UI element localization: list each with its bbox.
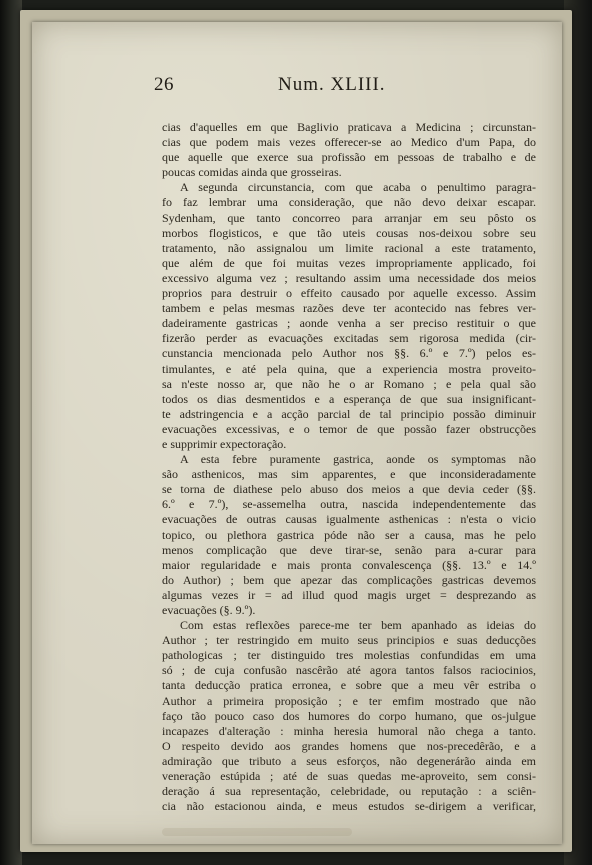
running-head: Num. XLIII.: [278, 74, 386, 95]
page-number: 26: [154, 74, 174, 95]
text-line: fizerão perder as evacuações excitadas sem rigorosa medida (cir-: [162, 331, 536, 346]
text-line: evacuações excessivas, e o temor de que possão fazer obstrucções: [162, 421, 536, 436]
text-line: poucas comidas ainda que grosseiras.: [162, 165, 342, 180]
text-line: Com estas reflexões parece-me ter bem apanhado as ideias do: [180, 618, 536, 633]
text-line: te adstringencia e a acção parcial de tal principio possão diminuir: [162, 406, 536, 421]
text-line: se torna de diathese pelo abuso dos meios a que devia ceder (§§.: [162, 482, 536, 497]
text-line: cias d'aquelles em que Baglivio praticava a Medicina ; circunstan-: [162, 120, 536, 134]
text-line: que além de que foi muitas vezes impropriamente applicado, foi: [162, 255, 536, 270]
text-line: tambem e pelas mesmas razões deve ter acontecido nas febres ver-: [162, 301, 536, 316]
text-line: evacuações de outras causas igualmente asthenicas : n'esta o vicio: [162, 512, 536, 527]
text-line: Author a primeira proposição ; e ter emfim mostrado que não: [162, 693, 536, 708]
page-header: [128, 68, 528, 98]
text-line: A segunda circunstancia, com que acaba o penultimo paragra-: [180, 180, 536, 195]
text-line: sa n'este nosso ar, que não he o ar Romano ; e pela qual são: [162, 376, 536, 391]
text-line: 6.º e 7.º), se-assemelha outra, nascida independentemente das: [162, 497, 536, 512]
text-line: fo faz lembrar uma consideração, que não devo deixar escapar.: [162, 195, 536, 210]
text-line: evacuações (§. 9.º).: [162, 603, 256, 617]
text-line: cia não estacionou ainda, e meus estudos se-dirigem a verificar,: [162, 799, 536, 814]
text-line: que aquelle que exerce sua profissão em pessoas de trabalho e de: [162, 150, 536, 165]
text-line: A esta febre puramente gastrica, aonde os symptomas não: [180, 452, 536, 467]
text-line: do Author) ; bem que apezar das complicações gastricas devemos: [162, 572, 536, 587]
text-line: dadeiramente gastricas ; aonde venha a ser preciso restituir o que: [162, 316, 536, 331]
text-line: tratamento, não assignalou um limite racional a este tratamento,: [162, 240, 536, 255]
text-line: são asthenicos, mas sim apparentes, e que inconsideradamente: [162, 467, 536, 482]
text-line: todos os dias desmentidos e a esperança de que sua insignificant-: [162, 391, 536, 406]
text-line: maior regularidade e mais pronta convalescença (§§. 13.º e 14.º: [162, 557, 536, 572]
text-line: algumas vezes ir = ad illud quod magis urget = desprezando as: [162, 587, 536, 602]
text-line: timulantes, e até pela quina, que a experiencia mostra proveito-: [162, 361, 536, 376]
text-line: faço tão pouco caso dos humores do corpo humano, que os-julgue: [162, 708, 536, 723]
text-line: pathologicas ; ter distinguido tres molestias confundidas em uma: [162, 648, 536, 663]
text-line: só ; de cuja confusão nascêrão até agora tantos falsos raciocinios,: [162, 663, 536, 678]
text-line: Sydenham, que tanto concorreo para arranjar em seu pôsto os: [162, 210, 536, 225]
text-line: cunstancia mencionada pelo Author nos §§. 6.º e 7.º) pelos es-: [162, 346, 536, 361]
text-line: cias que podem mais vezes offerecer-se ao Medico d'um Papa, do: [162, 135, 536, 150]
text-line: admiração que tributo a seus esforços, não degenerárão ainda em: [162, 753, 536, 768]
text-line: incapazes d'alteração : minha heresia humoral não chega a tanto.: [162, 723, 536, 738]
text-line: veneração estúpida ; até de suas quedas me-aproveito, sem consi-: [162, 769, 536, 784]
text-line: deração á sua representação, celebridade, ou reputação : a sciên-: [162, 784, 536, 799]
body-text: [162, 120, 536, 814]
text-line: topico, ou plethora gastrica póde não ser a causa, mas he pelo: [162, 527, 536, 542]
text-line: morbos flogisticos, e que tão uteis cousas nos-deixou sobre seu: [162, 225, 536, 240]
scan-left-border: [0, 0, 22, 865]
text-line: Author ; ter restringido em muito seus principios e suas deducções: [162, 633, 536, 648]
text-line: excessivo alguma vez ; resultando assim uma necessidade dos meios: [162, 270, 536, 285]
paper-stain: [162, 828, 352, 836]
text-line: O respeito devido aos grandes homens que nos-precedêrão, e a: [162, 738, 536, 753]
text-line: tanta deducção pratica erronea, e sobre que a meu vêr estriba o: [162, 678, 536, 693]
text-line: proprios para destruir o effeito causado por aquelle excesso. Assim: [162, 286, 536, 301]
text-line: menos complicação que deve tirar-se, senão para a-curar para: [162, 542, 536, 557]
text-line: e supprimir expectoração.: [162, 436, 287, 451]
